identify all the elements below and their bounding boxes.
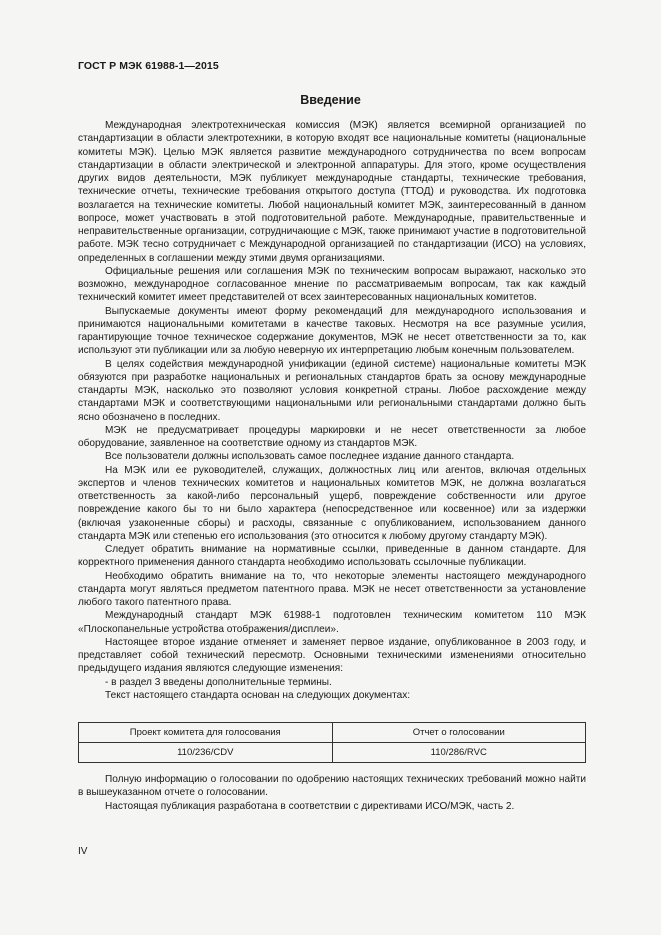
table-header-cell: Отчет о голосовании [332,723,586,743]
paragraph: Необходимо обратить внимание на то, что некоторые элементы настоящего международного стандарта могут являться предметом патентного права. МЭК не несет ответственности за установление любого такого патентного права. [78,570,586,608]
paragraph: Выпускаемые документы имеют форму рекомендаций для международного использования и принимаются национальными комитетами в качестве таковых. Несмотря на все разумные усилия, гарантирующие точное техническое содержание документов, МЭК не несет ответственности за то, как используют эти публикации или за любую неверную их интерпретацию любым конечным пользователем. [78,305,586,357]
paragraph: Международная электротехническая комиссия (МЭК) является всемирной организацией по стандартизации в области электротехники, в которую входят все национальные комитеты (национальные комитеты МЭК). Целью МЭК является развитие международного сотрудничества по всем вопросам стандартизации в области электрической и электронной аппаратуры. Для этого, кроме осуществления других видов деятельности, МЭК публикует международные стандарты, технические требования, технические отчеты, технические требования открытого доступа (ТТОД) и руководства. Их подготовка возлагается на технические комитеты. Любой национальный комитет МЭК, заинтересованный в данном вопросе, может участвовать в этой подготовительной работе. Международные, правительственные и неправительственные организации, сотрудничающие с МЭК, также принимают участие в подготовительной работе. МЭК тесно сотрудничает с Международной организацией по стандартизации (ИСО) на условиях, определенных в соглашении между этими двумя организациями. [78,120,586,264]
document-header: ГОСТ Р МЭК 61988-1—2015 [78,60,219,72]
table-header-cell: Проект комитета для голосования [79,723,333,743]
page-number: IV [78,846,88,857]
closing-paragraphs [78,773,586,813]
paragraph: Все пользователи должны использовать самое последнее издание данного стандарта. [105,451,515,463]
voting-documents-table [78,722,586,763]
table-cell: 110/286/RVC [332,743,586,763]
section-title: Введение [300,93,361,107]
paragraph: На МЭК или ее руководителей, служащих, должностных лиц или агентов, включая отдельных экспертов и членов технических комитетов и национальных комитетов МЭК, не должна возлагаться ответственность за какой-либо персональный ущерб, повреждение собственности или другое повреждение какого бы то ни было характера (непосредственное или косвенное) или за издержки (включая узаконенные сборы) и расходы, связанные с опубликованием, использованием данного стандарта МЭК или степенью его использования (это относится к любому другому стандарту МЭК). [78,464,586,542]
table-header-row [79,723,586,743]
paragraph: В целях содействия международной унификации (единой системе) национальные комитеты МЭК обязуются при разработке национальных и региональных стандартов брать за основу международные стандарты МЭК, насколько это позволяют условия конкретной страны. Любое расхождение между стандартами МЭК и соответствующими национальными или региональными стандартами должно быть ясно обозначено в последних. [78,358,586,423]
paragraph: МЭК не предусматривает процедуры маркировки и не несет ответственности за любое оборудование, заявленное на соответствие одному из стандартов МЭК. [78,424,586,449]
paragraph: Международный стандарт МЭК 61988-1 подготовлен техническим комитетом 110 МЭК «Плоскопанельные устройства отображения/дисплеи». [78,610,586,635]
list-item: - в раздел 3 введены дополнительные термины. [105,676,332,688]
document-body [78,119,586,702]
paragraph: Официальные решения или соглашения МЭК по техническим вопросам выражают, насколько это возможно, международное согласованное мнение по рассматриваемым вопросам, так как каждый технический комитет имеет представителей от всех заинтересованных национальных комитетов. [78,265,586,304]
paragraph: Следует обратить внимание на нормативные ссылки, приведенные в данном стандарте. Для корректного применения данного стандарта необходимо использовать ссылочные публикации. [78,544,586,569]
paragraph: Текст настоящего стандарта основан на следующих документах: [105,689,411,701]
paragraph: Настоящая публикация разработана в соответствии с директивами ИСО/МЭК, часть 2. [105,800,515,812]
paragraph: Полную информацию о голосовании по одобрению настоящих технических требований можно найти в вышеуказанном отчете о голосовании. [78,774,586,799]
table-cell: 110/236/CDV [79,743,333,763]
table-row [79,743,586,763]
paragraph: Настоящее второе издание отменяет и заменяет первое издание, опубликованное в 2003 году, и представляет собой технический пересмотр. Основными техническими изменениями относительно предыдущего издания являются следующие изменения: [78,636,586,675]
